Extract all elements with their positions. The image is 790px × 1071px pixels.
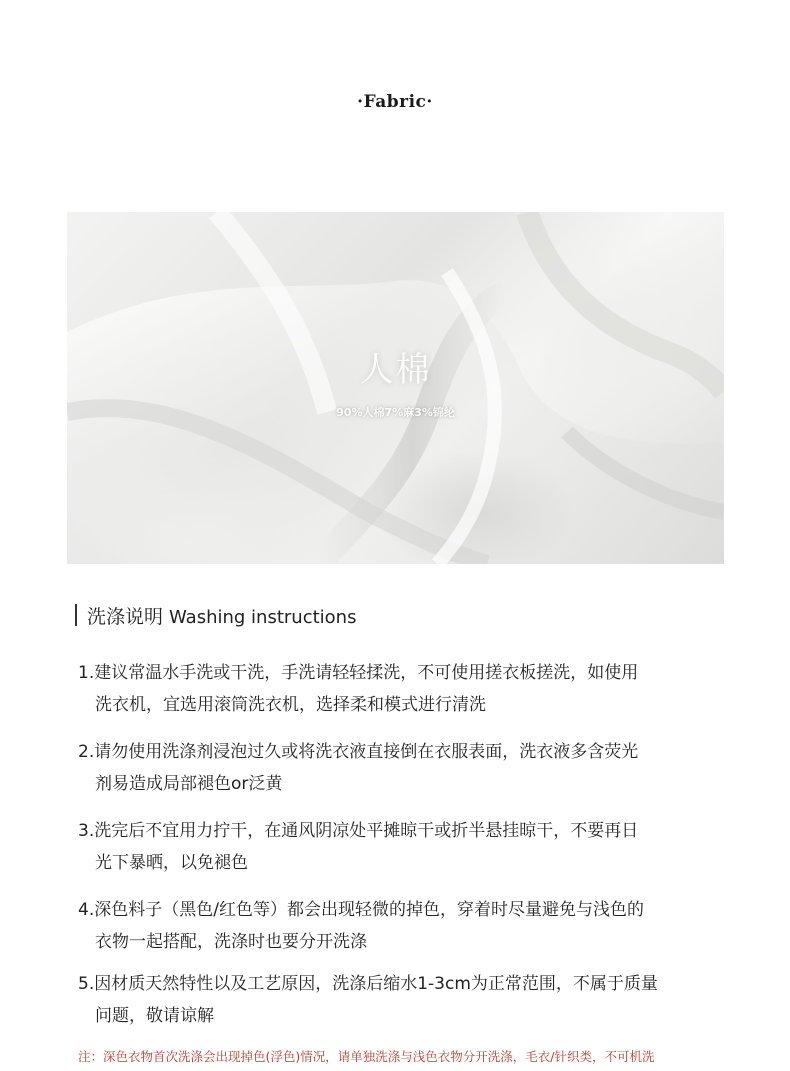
title-cn: 洗涤说明 bbox=[87, 605, 164, 628]
instruction-item bbox=[78, 815, 738, 879]
fabric-name: 人棉 bbox=[359, 350, 432, 390]
instruction-line: 4.深色料子（黑色/红色等）都会出现轻微的掉色，穿着时尽量避免与浅色的 bbox=[78, 900, 644, 920]
instruction-line: 问题，敬请谅解 bbox=[95, 1006, 214, 1026]
washing-note: 注：深色衣物首次洗涤会出现掉色(浮色)情况，请单独洗涤与浅色衣物分开洗涤，毛衣/针织类，不可机洗 bbox=[78, 1049, 655, 1064]
instructions-list bbox=[78, 657, 738, 1047]
instruction-item bbox=[78, 894, 738, 958]
instruction-line: 1.建议常温水手洗或干洗，手洗请轻轻揉洗，不可使用搓衣板搓洗，如使用 bbox=[78, 663, 639, 683]
instruction-item bbox=[78, 736, 738, 800]
instruction-line: 洗衣机，宜选用滚筒洗衣机，选择柔和模式进行清洗 bbox=[95, 695, 486, 715]
instruction-line: 光下暴晒，以免褪色 bbox=[95, 853, 248, 873]
title-en: Washing instructions bbox=[169, 606, 357, 628]
instruction-line: 2.请勿使用洗涤剂浸泡过久或将洗衣液直接倒在衣服表面，洗衣液多含荧光 bbox=[78, 742, 639, 762]
header-accent-bar bbox=[75, 604, 77, 626]
instruction-item bbox=[78, 968, 738, 1032]
section-title: ·Fabric· bbox=[357, 92, 433, 112]
washing-instructions-title bbox=[87, 602, 356, 629]
instruction-line: 衣物一起搭配，洗涤时也要分开洗涤 bbox=[95, 932, 367, 952]
instruction-line: 剂易造成局部褪色or泛黄 bbox=[95, 774, 283, 794]
fabric-photo bbox=[67, 212, 724, 564]
instruction-line: 5.因材质天然特性以及工艺原因，洗涤后缩水1-3cm为正常范围，不属于质量 bbox=[78, 974, 658, 994]
instruction-line: 3.洗完后不宜用力拧干，在通风阴凉处平摊晾干或折半悬挂晾干，不要再日 bbox=[78, 821, 639, 841]
washing-instructions-header bbox=[75, 603, 356, 627]
fabric-composition: 90%人棉7%麻3%锦纶 bbox=[336, 406, 455, 419]
instruction-item bbox=[78, 657, 738, 721]
